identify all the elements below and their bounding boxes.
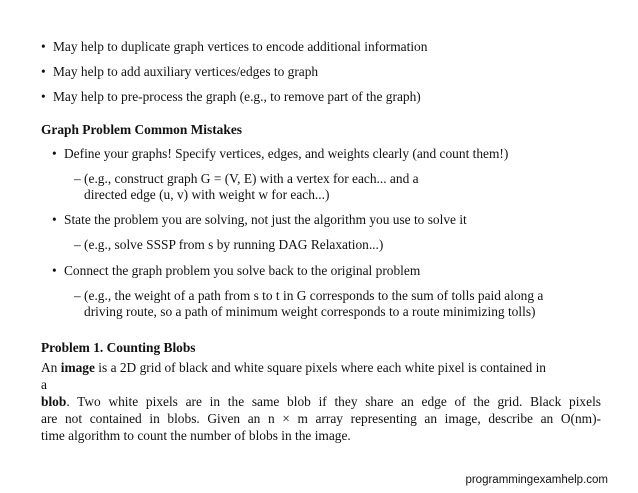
mistake-text: Connect the graph problem you solve back to the original problem: [64, 263, 421, 278]
mistake-item-connect-problem: [52, 262, 420, 279]
mistake-subitem-construct-graph-cont: directed edge (u, v) with weight w for each...): [84, 187, 330, 202]
bullet-item-auxiliary-vertices: [41, 63, 318, 80]
bullet-symbol: •: [52, 146, 57, 161]
bullet-symbol: •: [41, 64, 46, 79]
bullet-item-preprocess-graph: [41, 88, 421, 105]
problem-text: . Two white pixels are in the same blob if they share an edge of the grid. Black pixels: [66, 394, 601, 409]
bullet-text: May help to pre-process the graph (e.g., to remove part of the graph): [53, 89, 421, 104]
bullet-symbol: •: [41, 89, 46, 104]
mistake-item-state-problem: [52, 211, 467, 228]
term-image: image: [60, 360, 95, 375]
problem-text: is a 2D grid of black and white square pixels where each white pixel is contained in: [94, 360, 546, 375]
mistake-subitem-solve-sssp: – (e.g., solve SSSP from s by running DAG Relaxation...): [74, 237, 384, 252]
bullet-text: May help to add auxiliary vertices/edges to graph: [53, 64, 319, 79]
mistake-subitem-construct-graph: – (e.g., construct graph G = (V, E) with a vertex for each... and a: [74, 171, 419, 186]
bullet-symbol: •: [52, 263, 57, 278]
bullet-symbol: •: [41, 39, 46, 54]
problem-line-3: [41, 393, 601, 410]
mistake-text: State the problem you are solving, not just the algorithm you use to solve it: [64, 212, 467, 227]
problem-heading: Problem 1. Counting Blobs: [41, 340, 196, 355]
mistake-item-define-graphs: [52, 145, 508, 162]
bullet-item-duplicate-vertices: [41, 38, 427, 55]
footer-watermark: programmingexamhelp.com: [465, 474, 608, 486]
problem-line-4: [41, 410, 601, 427]
section-heading-mistakes: Graph Problem Common Mistakes: [41, 122, 242, 137]
mistake-subitem-path-weight-cont: driving route, so a path of minimum weight corresponds to a route minimizing tolls): [84, 304, 536, 319]
mistake-text: Define your graphs! Specify vertices, edges, and weights clearly (and count them!): [64, 146, 509, 161]
problem-line-5: time algorithm to count the number of blobs in the image.: [41, 428, 351, 443]
problem-line-1: [41, 359, 546, 376]
mistake-subitem-path-weight: – (e.g., the weight of a path from s to t in G corresponds to the sum of tolls paid along a: [74, 288, 544, 303]
term-blob: blob: [41, 394, 67, 409]
problem-line-2: a: [41, 377, 47, 392]
problem-text: are not contained in blobs. Given an n × m array representing an image, describe an O(nm)-: [41, 411, 601, 426]
bullet-symbol: •: [52, 212, 57, 227]
problem-text: An: [41, 360, 61, 375]
bullet-text: May help to duplicate graph vertices to encode additional information: [53, 39, 428, 54]
